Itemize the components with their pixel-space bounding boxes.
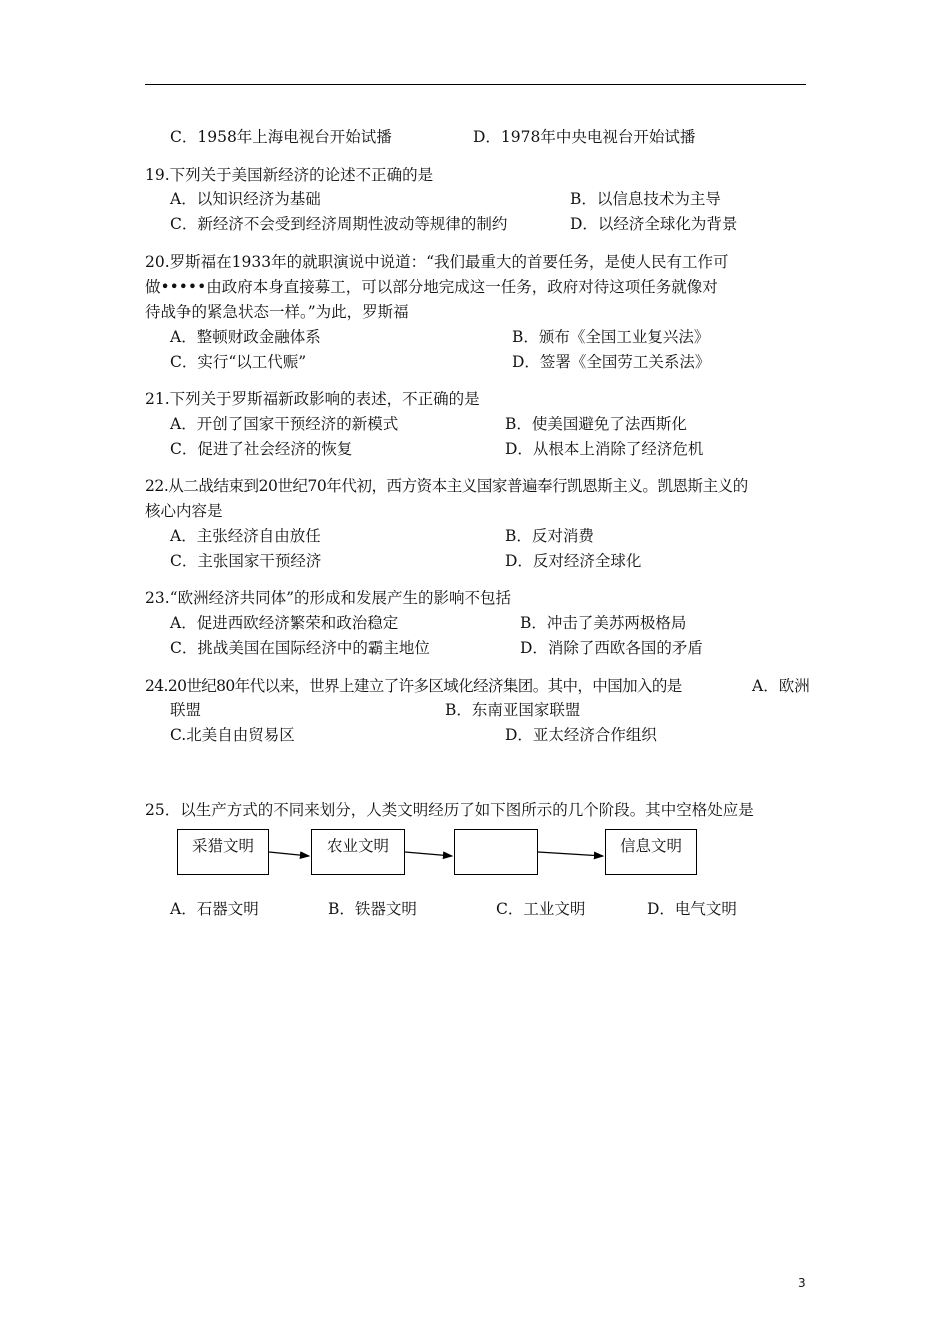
q25-option-b[interactable]: B．铁器文明 xyxy=(328,900,417,918)
q20-option-b[interactable]: B．颁布《全国工业复兴法》 xyxy=(512,328,710,346)
q20-option-a[interactable]: A．整顿财政金融体系 xyxy=(170,328,321,346)
q25-option-c[interactable]: C．工业文明 xyxy=(496,900,586,918)
q23-option-b[interactable]: B．冲击了美苏两极格局 xyxy=(520,614,687,632)
q22-option-c[interactable]: C．主张国家干预经济 xyxy=(170,552,322,570)
flow-box-hunting xyxy=(177,829,269,875)
arrow-2 xyxy=(405,852,452,856)
q21-option-c[interactable]: C．促进了社会经济的恢复 xyxy=(170,440,353,458)
q18-option-d[interactable]: D．1978年中央电视台开始试播 xyxy=(473,128,696,146)
q24-option-d[interactable]: D．亚太经济合作组织 xyxy=(505,726,657,744)
q19-stem: 19.下列关于美国新经济的论述不正确的是 xyxy=(145,166,434,184)
q19-option-a[interactable]: A．以知识经济为基础 xyxy=(170,190,321,208)
q20-option-d[interactable]: D．签署《全国劳工关系法》 xyxy=(512,353,711,371)
flow-box-label: 信息文明 xyxy=(619,837,682,855)
flow-box-label: 农业文明 xyxy=(326,837,389,855)
q25-option-d[interactable]: D．电气文明 xyxy=(647,900,737,918)
q21-option-d[interactable]: D．从根本上消除了经济危机 xyxy=(505,440,704,458)
page-number: 3 xyxy=(798,1276,806,1290)
q18-option-c[interactable]: C．1958年上海电视台开始试播 xyxy=(170,128,392,146)
q23-option-d[interactable]: D．消除了西欧各国的矛盾 xyxy=(520,639,703,657)
q23-option-c[interactable]: C．挑战美国在国际经济中的霸主地位 xyxy=(170,639,430,657)
q23-option-a[interactable]: A．促进西欧经济繁荣和政治稳定 xyxy=(170,614,399,632)
q24-option-b[interactable]: B．东南亚国家联盟 xyxy=(445,701,581,719)
q20-stem-line-1: 20.罗斯福在1933年的就职演说中说道：“我们最重大的首要任务，是使人民有工作可 xyxy=(145,253,729,271)
q23-stem: 23.“欧洲经济共同体”的形成和发展产生的影响不包括 xyxy=(145,589,511,607)
arrow-1 xyxy=(269,852,309,856)
q21-option-a[interactable]: A．开创了国家干预经济的新模式 xyxy=(170,415,399,433)
q22-option-b[interactable]: B．反对消费 xyxy=(505,527,594,545)
q21-option-b[interactable]: B．使美国避免了法西斯化 xyxy=(505,415,687,433)
q22-option-d[interactable]: D．反对经济全球化 xyxy=(505,552,642,570)
q24-option-c[interactable]: C.北美自由贸易区 xyxy=(170,726,295,744)
q22-stem-line-1: 22.从二战结束到20世纪70年代初，西方资本主义国家普遍奉行凯恩斯主义。凯恩斯主义的 xyxy=(145,477,748,495)
q24-stem: 24.20世纪80年代以来，世界上建立了许多区域化经济集团。其中，中国加入的是 xyxy=(145,677,682,695)
q24-option-a-part1[interactable]: A．欧洲 xyxy=(752,677,810,695)
q19-option-c[interactable]: C．新经济不会受到经济周期性波动等规律的制约 xyxy=(170,215,508,233)
q22-option-a[interactable]: A．主张经济自由放任 xyxy=(170,527,321,545)
flow-box-agriculture xyxy=(311,829,405,875)
q21-stem: 21.下列关于罗斯福新政影响的表述，不正确的是 xyxy=(145,390,480,408)
q25-option-a[interactable]: A．石器文明 xyxy=(170,900,259,918)
flow-box-blank xyxy=(454,829,538,875)
q24-option-a-part2[interactable]: 联盟 xyxy=(170,701,202,719)
q19-option-b[interactable]: B．以信息技术为主导 xyxy=(570,190,721,208)
flow-box-information xyxy=(605,829,697,875)
q19-option-d[interactable]: D．以经济全球化为背景 xyxy=(570,215,738,233)
q20-stem-line-2: 做•••••由政府本身直接募工，可以部分地完成这一任务，政府对待这项任务就像对 xyxy=(145,278,718,296)
q25-stem: 25．以生产方式的不同来划分，人类文明经历了如下图所示的几个阶段。其中空格处应是 xyxy=(145,801,754,819)
arrow-3 xyxy=(538,852,603,856)
q22-stem-line-2: 核心内容是 xyxy=(145,502,223,520)
flow-box-label: 采猎文明 xyxy=(191,837,254,855)
q20-option-c[interactable]: C．实行“以工代赈” xyxy=(170,353,307,371)
q20-stem-line-3: 待战争的紧急状态一样。”为此，罗斯福 xyxy=(145,303,409,321)
